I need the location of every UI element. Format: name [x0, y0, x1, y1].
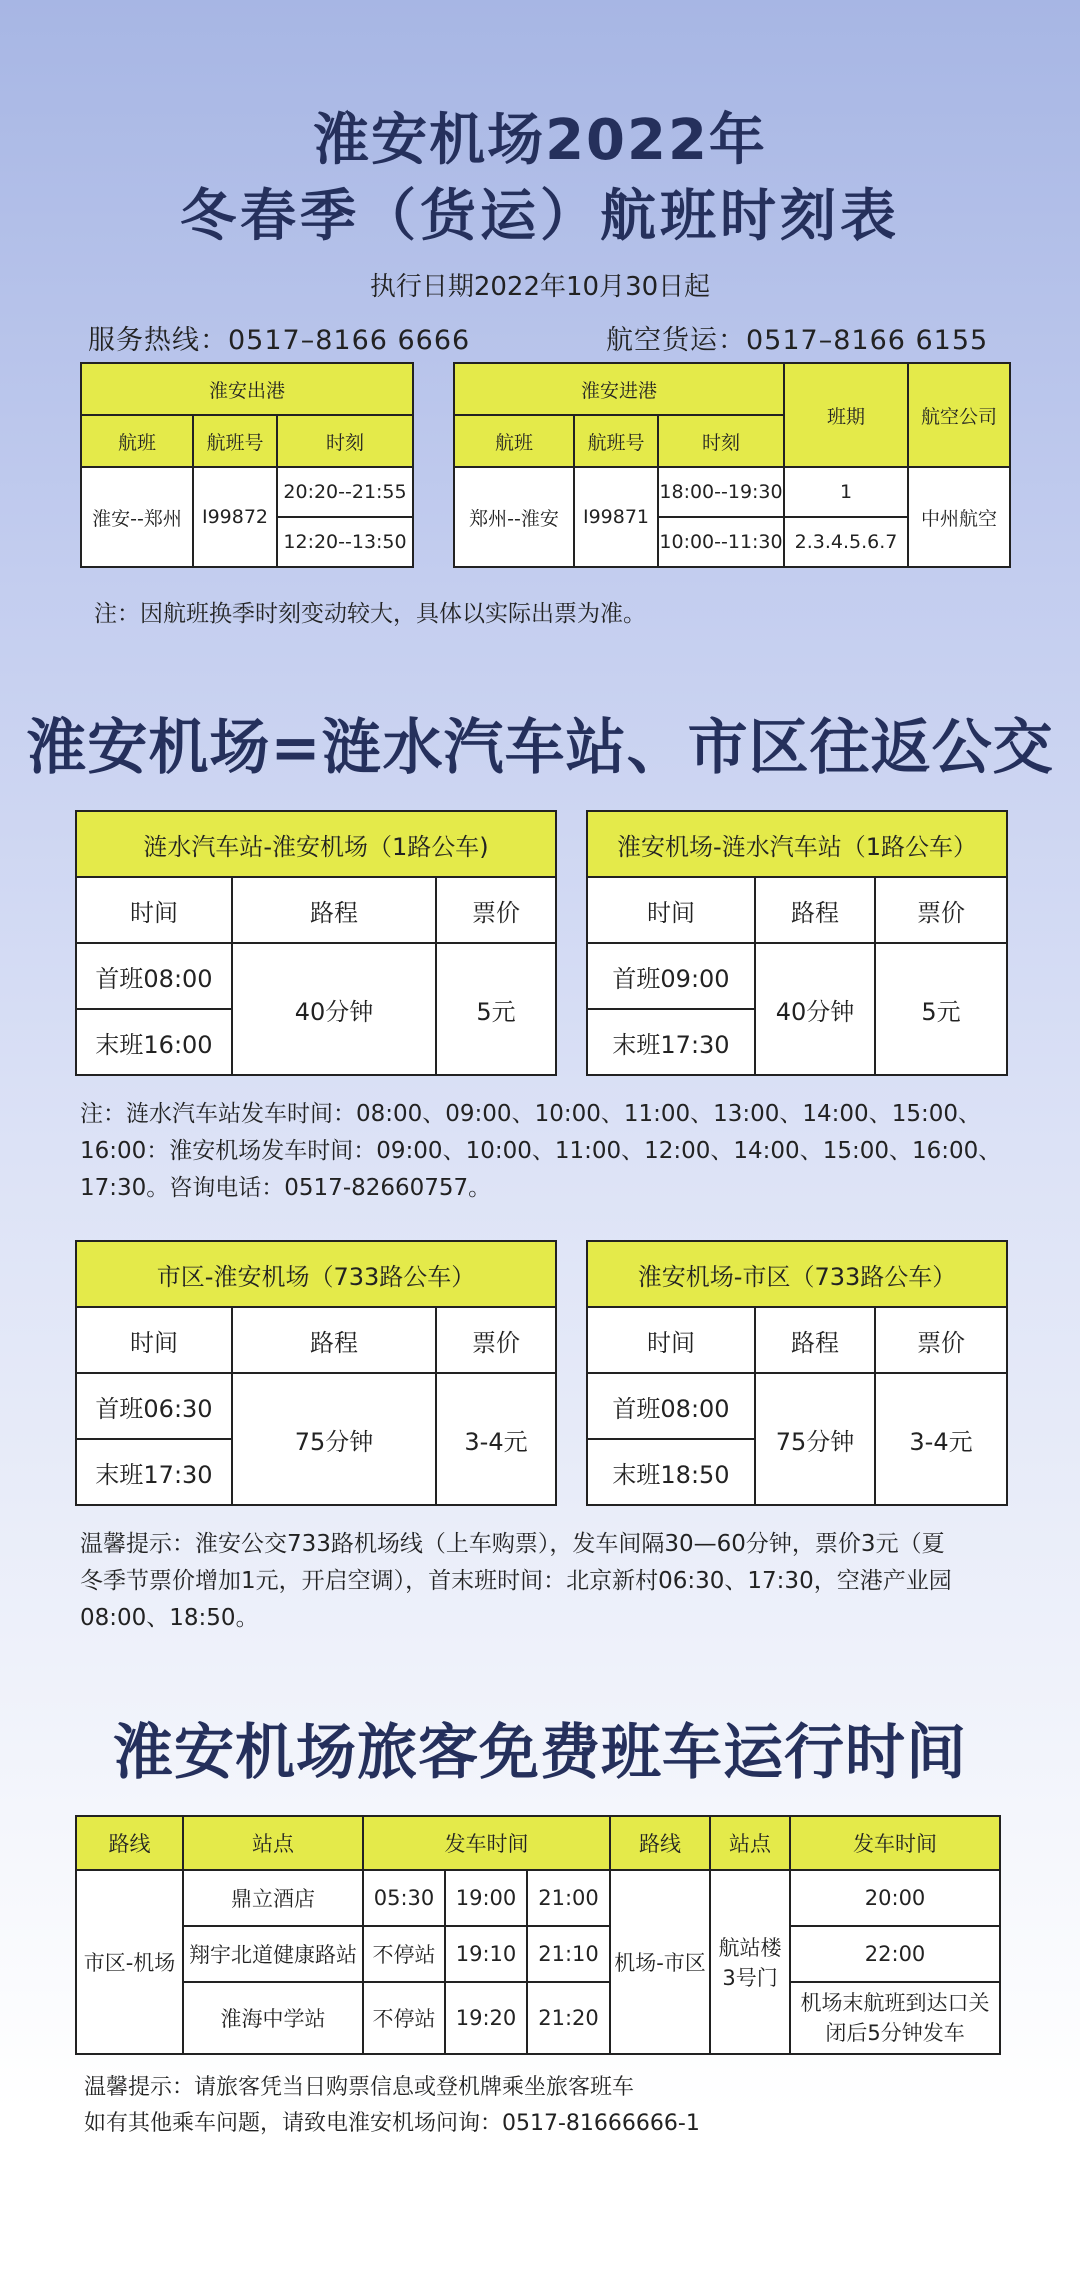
header-airline: 航空公司: [908, 363, 1010, 467]
bus733-airport-to-city-table: [586, 1240, 1008, 1506]
shuttle-note-line: 温馨提示：请旅客凭当日购票信息或登机牌乘坐旅客班车: [84, 2075, 635, 2100]
departure-time: 21:20: [527, 1982, 610, 2054]
outbound-time: 12:20--13:50: [277, 517, 413, 567]
stop-name: 淮海中学站: [183, 1982, 363, 2054]
shuttle-section-title: 淮安机场旅客免费班车运行时间: [113, 1718, 967, 1788]
bus733-note-line: 冬季节票价增加1元，开启空调），首末班时间：北京新村06:30、17:30，空港产业园: [80, 1568, 952, 1594]
inbound-title: 淮安进港: [454, 363, 784, 415]
inbound-number: I99871: [574, 467, 658, 567]
departure-time: 19:20: [445, 1982, 527, 2054]
header-flight: 航班: [81, 415, 193, 467]
header-price: 票价: [875, 877, 1007, 943]
last-bus: 末班16:00: [76, 1009, 232, 1075]
inbound-schedule: 2.3.4.5.6.7: [784, 517, 908, 567]
header-stop: 站点: [183, 1816, 363, 1870]
header-time: 时刻: [658, 415, 784, 467]
page-title-line2: 冬春季（货运）航班时刻表: [180, 184, 900, 249]
bus1-note: [80, 1096, 1040, 1207]
header-price: 票价: [875, 1307, 1007, 1373]
shuttle-note-line: 如有其他乘车问题，请致电淮安机场问询：0517-81666666-1: [84, 2111, 700, 2136]
first-bus: 首班08:00: [587, 1373, 755, 1439]
inbound-route: 郑州--淮安: [454, 467, 574, 567]
header-time: 时间: [76, 877, 232, 943]
departure-time: 22:00: [790, 1926, 1000, 1982]
bus-section-title: 淮安机场=涟水汽车站、市区往返公交: [26, 713, 1054, 783]
bus-table-title: 涟水汽车站-淮安机场（1路公车): [76, 811, 556, 877]
last-departure-rule-line: 闭后5分钟发车: [825, 2021, 965, 2045]
bus-price: 3-4元: [436, 1373, 556, 1505]
shuttle-table: [75, 1815, 1001, 2055]
inbound-time: 10:00--11:30: [658, 517, 784, 567]
inbound-flight-table: [453, 362, 1011, 568]
departure-time: 21:10: [527, 1926, 610, 1982]
header-route: 路线: [610, 1816, 710, 1870]
departure-time: 19:00: [445, 1870, 527, 1926]
bus733-city-to-airport-table: [75, 1240, 557, 1506]
header-schedule: 班期: [784, 363, 908, 467]
departure-time: 19:10: [445, 1926, 527, 1982]
inbound-airline: 中州航空: [908, 467, 1010, 567]
header-distance: 路程: [232, 1307, 436, 1373]
header-price: 票价: [436, 1307, 556, 1373]
inbound-time: 18:00--19:30: [658, 467, 784, 517]
service-hotline: 服务热线：0517–8166 6666: [88, 325, 471, 356]
header-distance: 路程: [755, 877, 875, 943]
bus-table-title: 市区-淮安机场（733路公车）: [76, 1241, 556, 1307]
bus733-note-line: 温馨提示：淮安公交733路机场线（上车购票），发车间隔30—60分钟，票价3元（夏: [80, 1531, 945, 1557]
header-distance: 路程: [232, 877, 436, 943]
cargo-hotline: 航空货运：0517–8166 6155: [606, 325, 989, 356]
page-title-line1: 淮安机场2022年: [313, 108, 767, 173]
departure-time: 20:00: [790, 1870, 1000, 1926]
last-bus: 末班18:50: [587, 1439, 755, 1505]
bus-duration: 75分钟: [755, 1373, 875, 1505]
last-departure-rule-line: 机场末航班到达口关: [800, 1991, 990, 2015]
bus-duration: 40分钟: [755, 943, 875, 1075]
route-city-to-airport: 市区-机场: [76, 1870, 183, 2054]
header-flight: 航班: [454, 415, 574, 467]
stop-name: 鼎立酒店: [183, 1870, 363, 1926]
flight-note: 注：因航班换季时刻变动较大，具体以实际出票为准。: [94, 601, 646, 627]
bus1-note-line: 17:30。咨询电话：0517-82660757。: [80, 1175, 492, 1201]
bus-table-title: 淮安机场-涟水汽车站（1路公车）: [587, 811, 1007, 877]
header-time: 时间: [76, 1307, 232, 1373]
departure-time: 不停站: [363, 1982, 445, 2054]
bus-price: 5元: [436, 943, 556, 1075]
bus-table-title: 淮安机场-市区（733路公车）: [587, 1241, 1007, 1307]
first-bus: 首班09:00: [587, 943, 755, 1009]
bus1-airport-to-lianshui-table: [586, 810, 1008, 1076]
stop-terminal: 航站楼: [718, 1936, 782, 1960]
departure-time: 05:30: [363, 1870, 445, 1926]
stop-gate: 3号门: [722, 1966, 778, 1990]
outbound-title: 淮安出港: [81, 363, 413, 415]
outbound-route: 淮安--郑州: [81, 467, 193, 567]
bus-price: 3-4元: [875, 1373, 1007, 1505]
header-time: 时刻: [277, 415, 413, 467]
header-price: 票价: [436, 877, 556, 943]
bus733-note-line: 08:00、18:50。: [80, 1605, 259, 1631]
header-route: 路线: [76, 1816, 183, 1870]
header-flight-number: 航班号: [574, 415, 658, 467]
bus1-note-line: 16:00：淮安机场发车时间：09:00、10:00、11:00、12:00、14:00、15:00、16:00、: [80, 1138, 1002, 1164]
header-departure: 发车时间: [363, 1816, 610, 1870]
bus-duration: 40分钟: [232, 943, 436, 1075]
last-bus: 末班17:30: [587, 1009, 755, 1075]
last-departure-rule: [790, 1982, 1000, 2054]
route-airport-to-city: 机场-市区: [610, 1870, 710, 2054]
outbound-time: 20:20--21:55: [277, 467, 413, 517]
header-stop: 站点: [710, 1816, 790, 1870]
stop-name: 翔宇北道健康路站: [183, 1926, 363, 1982]
first-bus: 首班08:00: [76, 943, 232, 1009]
bus733-note: [80, 1526, 1040, 1637]
header-distance: 路程: [755, 1307, 875, 1373]
bus1-note-line: 注：涟水汽车站发车时间：08:00、09:00、10:00、11:00、13:00、14:00、15:00、: [80, 1101, 981, 1127]
header-flight-number: 航班号: [193, 415, 277, 467]
first-bus: 首班06:30: [76, 1373, 232, 1439]
outbound-number: I99872: [193, 467, 277, 567]
departure-time: 不停站: [363, 1926, 445, 1982]
execution-date: 执行日期2022年10月30日起: [369, 272, 711, 302]
bus-price: 5元: [875, 943, 1007, 1075]
outbound-flight-table: [80, 362, 414, 568]
header-departure: 发车时间: [790, 1816, 1000, 1870]
bus1-lianshui-to-airport-table: [75, 810, 557, 1076]
last-bus: 末班17:30: [76, 1439, 232, 1505]
bus-duration: 75分钟: [232, 1373, 436, 1505]
header-time: 时间: [587, 1307, 755, 1373]
header-time: 时间: [587, 877, 755, 943]
inbound-schedule: 1: [784, 467, 908, 517]
shuttle-notes: [84, 2070, 700, 2142]
departure-time: 21:00: [527, 1870, 610, 1926]
stop-terminal-gate: [710, 1870, 790, 2054]
